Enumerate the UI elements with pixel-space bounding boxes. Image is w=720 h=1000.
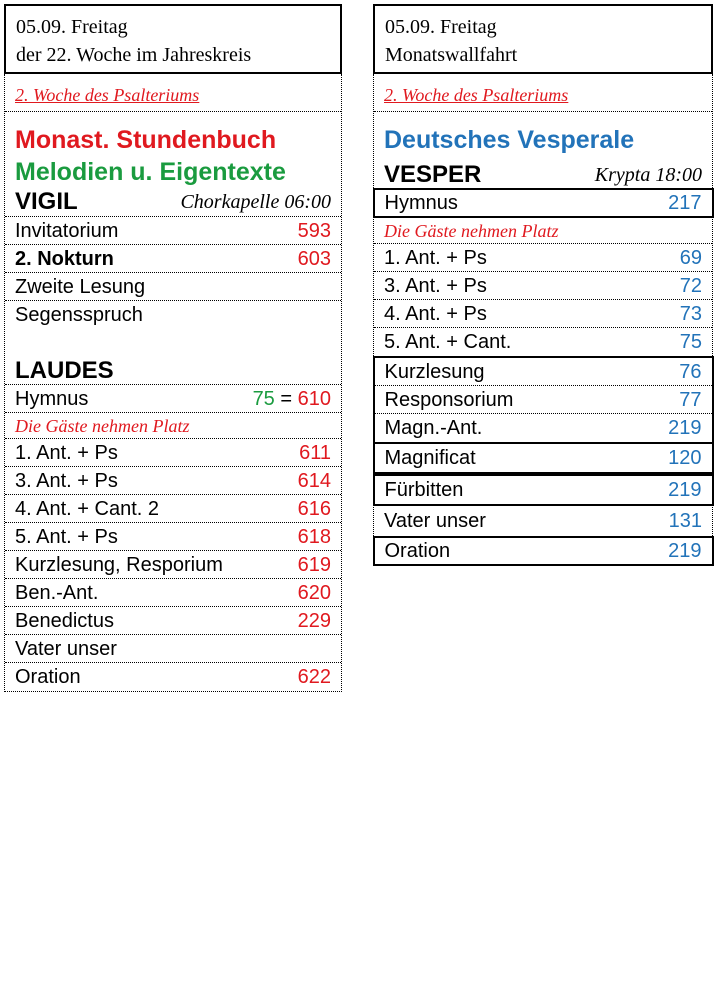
laudes-item-row xyxy=(5,523,341,551)
right-header-date: 05.09. Freitag xyxy=(385,16,497,38)
vigil-heading-row xyxy=(5,188,341,217)
vesper-psalm-page: 72 xyxy=(679,274,702,297)
laudes-item-row xyxy=(5,439,341,467)
vesper-reading-row xyxy=(375,386,712,414)
laudes-item-page: 620 xyxy=(297,581,331,604)
laudes-item-label: Kurzlesung, Resporium xyxy=(15,553,223,576)
right-psalter-text: 2. Woche des Psalteriums xyxy=(384,85,569,105)
vesper-reading-block xyxy=(373,356,714,444)
left-book-title2: Melodien u. Eigentexte xyxy=(15,158,286,186)
vesper-psalm-label: 1. Ant. + Ps xyxy=(384,246,487,269)
vesper-psalm-page: 69 xyxy=(679,246,702,269)
laudes-item-label: Benedictus xyxy=(15,609,114,632)
laudes-item-row xyxy=(5,467,341,495)
laudes-item-label: 3. Ant. + Ps xyxy=(15,469,118,492)
laudes-item-page: 616 xyxy=(297,497,331,520)
laudes-item-page: 614 xyxy=(297,469,331,492)
laudes-item-page: 619 xyxy=(297,553,331,576)
laudes-title: LAUDES xyxy=(15,356,114,384)
vesper-psalm-row xyxy=(374,272,712,300)
laudes-hymnus-label: Hymnus xyxy=(15,387,89,410)
left-header-date: 05.09. Freitag xyxy=(16,16,128,38)
vesper-psalm-row xyxy=(374,328,712,356)
laudes-item-row xyxy=(5,607,341,635)
left-psalter-text: 2. Woche des Psalteriums xyxy=(15,85,200,105)
laudes-item-label: Ben.-Ant. xyxy=(15,581,99,604)
vesper-reading-row xyxy=(375,414,712,442)
vigil-item-row xyxy=(5,273,341,301)
vesper-psalm-label: 3. Ant. + Ps xyxy=(384,274,487,297)
laudes-item-page: 622 xyxy=(297,666,331,688)
laudes-item-row xyxy=(5,663,341,691)
right-body xyxy=(373,74,713,566)
vesper-hymnus-page: 217 xyxy=(668,192,702,214)
laudes-hymnus-pages xyxy=(253,386,331,412)
vesper-psalm-label: 4. Ant. + Ps xyxy=(384,302,487,325)
vesper-reading-page: 219 xyxy=(668,417,702,439)
vesper-reading-page: 76 xyxy=(679,360,702,383)
vigil-list xyxy=(5,217,341,329)
laudes-item-page: 229 xyxy=(297,609,331,632)
vesper-magnificat-page: 120 xyxy=(668,447,702,469)
right-book-title: Deutsches Vesperale xyxy=(384,126,635,154)
vigil-item-label: Zweite Lesung xyxy=(15,275,146,298)
vesper-psalm-label: 5. Ant. + Cant. xyxy=(384,331,512,353)
left-psalter-row xyxy=(5,74,341,112)
left-column xyxy=(4,4,342,692)
laudes-hymnus-row xyxy=(5,385,341,413)
laudes-list xyxy=(5,439,341,691)
vesper-fuerbitten-label: Fürbitten xyxy=(384,479,464,501)
vesper-reading-row xyxy=(375,358,712,386)
vesper-oration-label: Oration xyxy=(384,540,451,562)
left-book-title1: Monast. Stundenbuch xyxy=(15,126,277,154)
left-header-week: der 22. Woche im Jahreskreis xyxy=(16,44,252,66)
laudes-heading-row xyxy=(5,357,341,385)
right-header xyxy=(373,4,713,74)
vesper-psalm-row xyxy=(374,300,712,328)
vesper-fuerbitten-page: 219 xyxy=(668,479,702,501)
vesper-reading-label: Kurzlesung xyxy=(384,360,485,383)
vesper-vater-unser-row xyxy=(374,506,712,536)
laudes-item-label: 1. Ant. + Ps xyxy=(15,441,118,464)
vesper-guests-text: Die Gäste nehmen Platz xyxy=(384,220,559,241)
laudes-item-label: 4. Ant. + Cant. 2 xyxy=(15,497,159,520)
laudes-item-label: 5. Ant. + Ps xyxy=(15,525,118,548)
vigil-item-label: Segensspruch xyxy=(15,304,143,326)
laudes-item-row xyxy=(5,579,341,607)
vesper-reading-page: 77 xyxy=(679,388,702,411)
vesper-psalm-page: 75 xyxy=(679,331,702,353)
vesper-psalm-page: 73 xyxy=(679,302,702,325)
vigil-item-label: 2. Nokturn xyxy=(15,247,114,270)
vesper-psalm-row xyxy=(374,244,712,272)
vesper-reading-label: Magn.-Ant. xyxy=(384,417,483,439)
left-body xyxy=(4,74,342,692)
vigil-item-row xyxy=(5,301,341,329)
vesper-place: Krypta 18:00 xyxy=(594,164,702,186)
vigil-item-page: 603 xyxy=(297,247,331,270)
laudes-hymnus-page-red: 610 xyxy=(297,387,331,410)
vesper-psalm-list xyxy=(374,244,712,356)
vigil-item-row xyxy=(5,245,341,273)
vigil-title: VIGIL xyxy=(15,188,78,215)
vesper-magnificat-label: Magnificat xyxy=(384,447,476,469)
laudes-item-row xyxy=(5,495,341,523)
vesper-title: VESPER xyxy=(384,161,482,188)
laudes-item-page: 618 xyxy=(297,525,331,548)
laudes-item-row xyxy=(5,635,341,663)
vesper-heading-row xyxy=(374,156,712,188)
vesper-hymnus-row xyxy=(373,188,714,218)
laudes-item-label: Vater unser xyxy=(15,637,117,660)
laudes-hymnus-equals: = xyxy=(280,387,293,410)
right-psalter-row xyxy=(374,74,712,112)
laudes-item-page: 611 xyxy=(299,441,331,464)
vigil-item-label: Invitatorium xyxy=(15,219,119,242)
laudes-guests-text: Die Gäste nehmen Platz xyxy=(15,415,190,436)
laudes-hymnus-page-green: 75 xyxy=(252,387,275,410)
vigil-place: Chorkapelle 06:00 xyxy=(180,191,331,213)
vesper-fuerbitten-row xyxy=(373,474,714,506)
right-column xyxy=(373,4,713,566)
laudes-guests-row xyxy=(5,413,341,439)
vesper-vater-unser-page: 131 xyxy=(668,510,702,532)
vesper-hymnus-label: Hymnus xyxy=(384,192,458,214)
vigil-item-row xyxy=(5,217,341,245)
vigil-item-page: 593 xyxy=(297,219,331,242)
laudes-item-row xyxy=(5,551,341,579)
vesper-vater-unser-label: Vater unser xyxy=(384,510,486,532)
vesper-guests-row xyxy=(374,218,712,244)
laudes-item-label: Oration xyxy=(15,666,81,688)
vesper-magnificat-row xyxy=(373,444,714,474)
vesper-reading-label: Responsorium xyxy=(384,388,514,411)
vesper-oration-page: 219 xyxy=(668,540,702,562)
right-header-occasion: Monatswallfahrt xyxy=(385,44,518,66)
left-header xyxy=(4,4,342,74)
vesper-oration-row xyxy=(373,536,714,566)
